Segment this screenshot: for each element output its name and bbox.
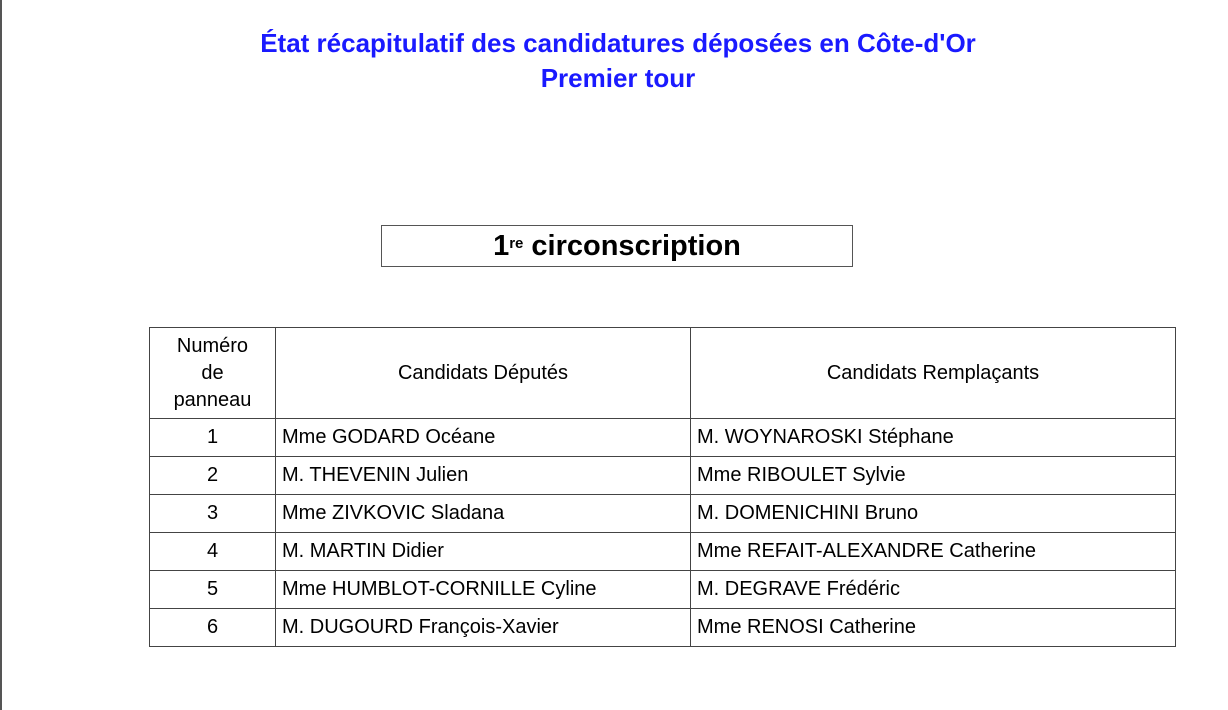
table-row bbox=[150, 495, 1176, 533]
candidate-depute: M. DUGOURD François-Xavier bbox=[276, 609, 691, 647]
table-row bbox=[150, 571, 1176, 609]
candidate-depute: M. MARTIN Didier bbox=[276, 533, 691, 571]
candidate-remplacant: Mme REFAIT-ALEXANDRE Catherine bbox=[691, 533, 1176, 571]
candidates-table bbox=[149, 327, 1176, 647]
panel-number: 5 bbox=[150, 571, 276, 609]
document-title: État récapitulatif des candidatures déposées en Côte-d'Or bbox=[260, 28, 976, 58]
document-subtitle: Premier tour bbox=[540, 63, 696, 93]
table-row bbox=[150, 419, 1176, 457]
circonscription-number: 1 bbox=[493, 229, 510, 262]
candidate-remplacant: Mme RENOSI Catherine bbox=[691, 609, 1176, 647]
candidate-remplacant: M. WOYNAROSKI Stéphane bbox=[691, 419, 1176, 457]
panel-number: 4 bbox=[150, 533, 276, 571]
column-header-numero bbox=[150, 328, 276, 419]
column-header-remplacants: Candidats Remplaçants bbox=[691, 328, 1176, 419]
panel-number: 3 bbox=[150, 495, 276, 533]
column-header-numero-line: de bbox=[201, 361, 224, 384]
column-header-deputes: Candidats Députés bbox=[276, 328, 691, 419]
candidate-depute: Mme ZIVKOVIC Sladana bbox=[276, 495, 691, 533]
table-row bbox=[150, 533, 1176, 571]
panel-number: 1 bbox=[150, 419, 276, 457]
panel-number: 2 bbox=[150, 457, 276, 495]
table-row bbox=[150, 457, 1176, 495]
candidate-remplacant: M. DEGRAVE Frédéric bbox=[691, 571, 1176, 609]
candidate-remplacant: M. DOMENICHINI Bruno bbox=[691, 495, 1176, 533]
circonscription-ordinal-suffix: re bbox=[509, 234, 524, 252]
table-row bbox=[150, 609, 1176, 647]
column-header-numero-line: Numéro bbox=[176, 334, 249, 357]
candidate-depute: Mme HUMBLOT-CORNILLE Cyline bbox=[276, 571, 691, 609]
circonscription-label: circonscription bbox=[531, 229, 741, 262]
circonscription-heading bbox=[381, 225, 853, 267]
panel-number: 6 bbox=[150, 609, 276, 647]
table-header-row bbox=[150, 328, 1176, 419]
candidate-depute: M. THEVENIN Julien bbox=[276, 457, 691, 495]
candidate-remplacant: Mme RIBOULET Sylvie bbox=[691, 457, 1176, 495]
column-header-numero-line: panneau bbox=[173, 388, 252, 411]
document-header bbox=[2, 26, 1228, 96]
candidate-depute: Mme GODARD Océane bbox=[276, 419, 691, 457]
